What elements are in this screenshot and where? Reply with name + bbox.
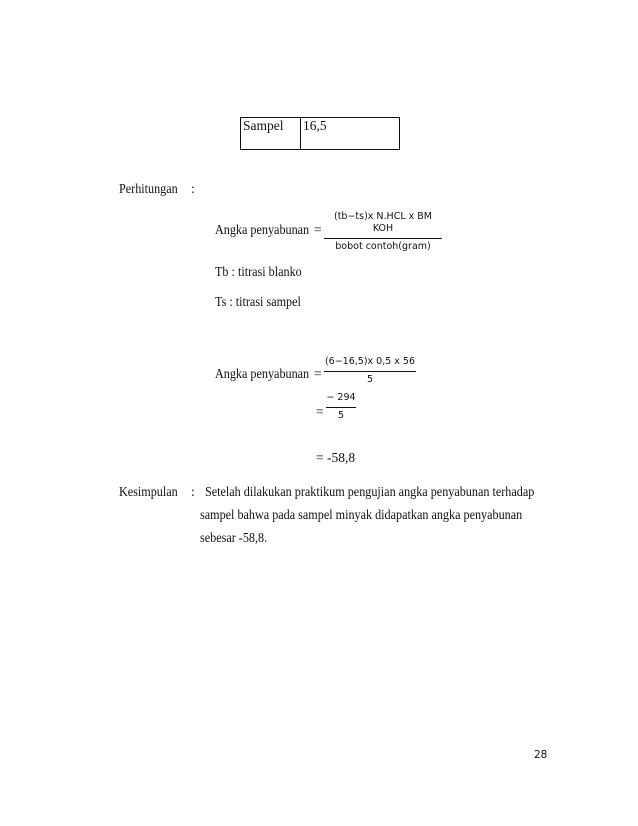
formula-fraction xyxy=(324,211,442,253)
calc-fraction xyxy=(324,356,416,386)
kesimpulan-line-2: sampel bahwa pada sampel minyak didapatkan angka penyabunan xyxy=(200,507,523,522)
calc-denominator: 5 xyxy=(366,374,374,385)
sample-table xyxy=(240,117,400,150)
definition-tb: Tb : titrasi blanko xyxy=(215,264,302,279)
fraction-bar xyxy=(324,371,416,372)
formula-denominator: bobot contoh(gram) xyxy=(335,241,431,252)
formula-equals: = xyxy=(314,222,322,237)
perhitungan-label: Perhitungan xyxy=(119,181,178,196)
kesimpulan-line-1: Setelah dilakukan praktikum pengujian angka penyabunan terhadap xyxy=(205,484,535,499)
definition-ts: Ts : titrasi sampel xyxy=(215,294,301,309)
fraction-bar xyxy=(324,238,442,239)
fraction-bar xyxy=(326,407,356,408)
page-number: 28 xyxy=(534,749,548,761)
formula-numerator: (tb−ts)x N.HCL x BM KOH xyxy=(333,211,432,234)
calc-equals: = xyxy=(314,366,322,381)
calc-result: = -58,8 xyxy=(316,450,356,465)
table-row xyxy=(241,118,400,150)
kesimpulan-colon: : xyxy=(191,484,195,499)
table-cell-value: 16,5 xyxy=(301,118,400,150)
formula-lhs: Angka penyabunan xyxy=(215,222,310,237)
kesimpulan-line-3: sebesar -58,8. xyxy=(200,530,268,545)
calc-equals-2: = xyxy=(316,404,324,419)
table-cell-label: Sampel xyxy=(241,118,301,150)
calc-lhs: Angka penyabunan xyxy=(215,366,310,381)
perhitungan-colon: : xyxy=(191,181,195,196)
calc-denominator-2: 5 xyxy=(337,410,345,421)
calc-fraction-2 xyxy=(326,392,356,422)
calc-numerator: (6−16,5)x 0,5 x 56 xyxy=(324,356,416,367)
calc-numerator-2: − 294 xyxy=(326,392,356,403)
kesimpulan-label: Kesimpulan xyxy=(119,484,178,499)
